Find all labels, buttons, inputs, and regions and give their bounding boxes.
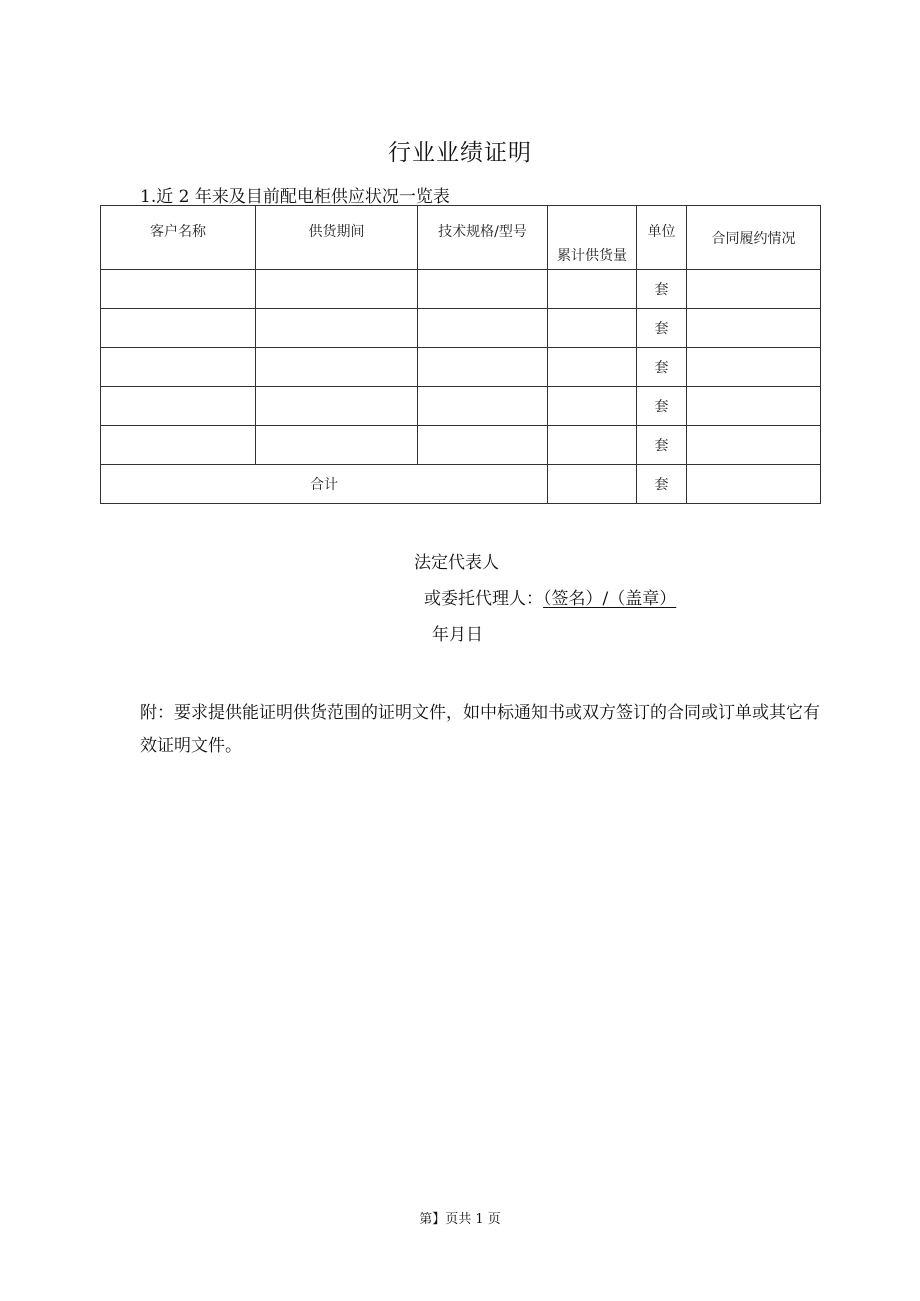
cell-period[interactable] bbox=[256, 387, 418, 426]
table-total-row bbox=[101, 465, 821, 504]
table-row bbox=[101, 387, 821, 426]
attachment-note: 附：要求提供能证明供货范围的证明文件，如中标通知书或双方签订的合同或订单或其它有效证明文件。 bbox=[140, 703, 820, 756]
total-quantity[interactable] bbox=[548, 465, 637, 504]
cell-quantity[interactable] bbox=[548, 270, 637, 309]
cell-spec[interactable] bbox=[418, 426, 548, 465]
header-quantity: 累计供货量 bbox=[548, 206, 637, 270]
table-row bbox=[101, 309, 821, 348]
cell-spec[interactable] bbox=[418, 348, 548, 387]
date-field[interactable]: 年月日 bbox=[432, 625, 483, 645]
cell-status[interactable] bbox=[687, 348, 821, 387]
cell-unit: 套 bbox=[637, 387, 687, 426]
header-unit: 单位 bbox=[637, 206, 687, 270]
cell-period[interactable] bbox=[256, 270, 418, 309]
table-row bbox=[101, 270, 821, 309]
total-status[interactable] bbox=[687, 465, 821, 504]
agent-label: 或委托代理人： bbox=[424, 589, 543, 609]
page-title: 行业业绩证明 bbox=[388, 140, 532, 166]
cell-unit: 套 bbox=[637, 270, 687, 309]
legal-representative-label: 法定代表人 bbox=[414, 553, 499, 573]
cell-unit: 套 bbox=[637, 348, 687, 387]
table-row bbox=[101, 348, 821, 387]
cell-status[interactable] bbox=[687, 387, 821, 426]
total-label: 合计 bbox=[101, 465, 548, 504]
cell-quantity[interactable] bbox=[548, 426, 637, 465]
table-caption: 1.近 2 年来及目前配电柜供应状况一览表 bbox=[140, 187, 450, 207]
cell-quantity[interactable] bbox=[548, 387, 637, 426]
performance-table bbox=[100, 205, 821, 504]
cell-period[interactable] bbox=[256, 309, 418, 348]
cell-quantity[interactable] bbox=[548, 309, 637, 348]
header-period: 供货期间 bbox=[256, 206, 418, 270]
cell-customer[interactable] bbox=[101, 309, 256, 348]
cell-spec[interactable] bbox=[418, 387, 548, 426]
total-unit: 套 bbox=[637, 465, 687, 504]
cell-spec[interactable] bbox=[418, 309, 548, 348]
cell-customer[interactable] bbox=[101, 348, 256, 387]
cell-unit: 套 bbox=[637, 309, 687, 348]
header-status: 合同履约情况 bbox=[687, 206, 821, 270]
cell-status[interactable] bbox=[687, 309, 821, 348]
cell-spec[interactable] bbox=[418, 270, 548, 309]
cell-customer[interactable] bbox=[101, 387, 256, 426]
cell-customer[interactable] bbox=[101, 270, 256, 309]
table-header-row bbox=[101, 206, 821, 270]
header-customer: 客户名称 bbox=[101, 206, 256, 270]
page-footer: 第】页共 1 页 bbox=[419, 1212, 501, 1227]
cell-unit: 套 bbox=[637, 426, 687, 465]
cell-status[interactable] bbox=[687, 270, 821, 309]
header-spec: 技术规格/型号 bbox=[418, 206, 548, 270]
signature-seal-field[interactable]: （签名）/（盖章） bbox=[543, 589, 677, 609]
cell-quantity[interactable] bbox=[548, 348, 637, 387]
cell-period[interactable] bbox=[256, 348, 418, 387]
table-row bbox=[101, 426, 821, 465]
cell-customer[interactable] bbox=[101, 426, 256, 465]
cell-status[interactable] bbox=[687, 426, 821, 465]
agent-signature-line bbox=[424, 584, 676, 609]
cell-period[interactable] bbox=[256, 426, 418, 465]
